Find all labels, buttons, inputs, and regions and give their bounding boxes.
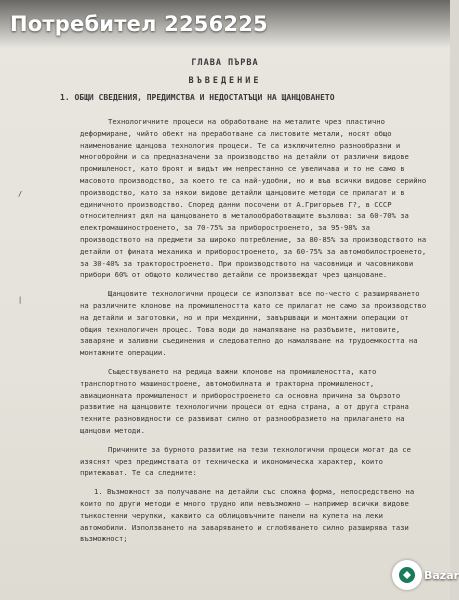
margin-note: |: [18, 296, 23, 304]
paragraph: Технологичните процеси на обработване на металите чрез пластично деформиране, чийто обект на преработване са листовите метали, носят общо наименование щанцова технология процеси. Те са изключително разнообразни и многобройни и са предназначени за производство на детайли от различни видове промишленост, като броят и видът им непрестанно се увеличава и то не само в масовото производство, за което те са най-удобни, но и във всички видове серийно производство, като за някои видове детайли щанцовите методи се прилагат и в единичното производство. Според данни посочени от А.Григорьев Г?, в СССР относителният дял на щанцоването в металообработващите възлова: за 60-70% за електромашиностроенето, за 70-75% за приборостроенето, за 95-98% за производството на предмети за широко потребление, за 80-85% за производството на детайли от фината механика и приборостроенето, за 60-75% за автомобилостроенето, за 30-40% за тракторостроенето. При производството на часовници и часовникови прибори 60% от общото количество детайли се произвеждат чрез щанцоване.: [80, 117, 427, 280]
bazar-logo: [392, 560, 459, 596]
section-heading: 1. ОБЩИ СВЕДЕНИЯ, ПРЕДИМСТВА И НЕДОСТАТЪЦИ НА ЩАНЦОВАНЕТО: [60, 93, 335, 102]
user-watermark: [0, 0, 450, 48]
paragraph: Причините за бурното развитие на тези технологични процеси могат да се изяснят чрез предимствата от техническа и икономическа характер, които притежават. Те са следните:: [80, 444, 411, 478]
chapter-heading: ГЛАВА ПЪРВА: [191, 58, 259, 68]
watermark-text: Потребител 2256225: [10, 12, 268, 36]
logo-label: Bazar: [424, 569, 459, 582]
paragraph: Щанцовите технологични процеси се използват все по-често с разширяването на различните клонове на промишлеността като се прилагат не само за производство на детайли и заготовки, но и при мехдинни, завършващи и монтажни операции от общия технологичен процес. Това води до намаляване на разбъвите, нитовите, заваряне и заливни съединения и следователно до намаляване на трудоемкостта на монтажните операции.: [80, 289, 427, 358]
margin-note: /: [18, 190, 23, 198]
body-text: [80, 116, 430, 552]
bazar-logo-icon: [392, 560, 422, 590]
list-item: 1. Възможност за получаване на детайли със сложна форма, непосредствено на които по други методи е много трудно или невъзможно – например всички видове тънкостенни черупки, каквито са облицовъчните панели на купета на леки автомобили. Използването на заваряването и сглобяването силно разширява тази възможност;: [80, 487, 415, 544]
intro-heading: ВЪВЕДЕНИЕ: [188, 76, 262, 86]
paragraph: Съществуването на редица важни клонове на промишлеността, като транспортното машиностроене, автомобилната и тракторна промишленост, авиационната промишленост и приборостроенето са основна причина за бързото развитие на щанцовите технологични процеси от една страна, а от друга страна техните разновидности се развиват силно от разнообразието на прилагането на щанцови методи.: [80, 366, 409, 435]
